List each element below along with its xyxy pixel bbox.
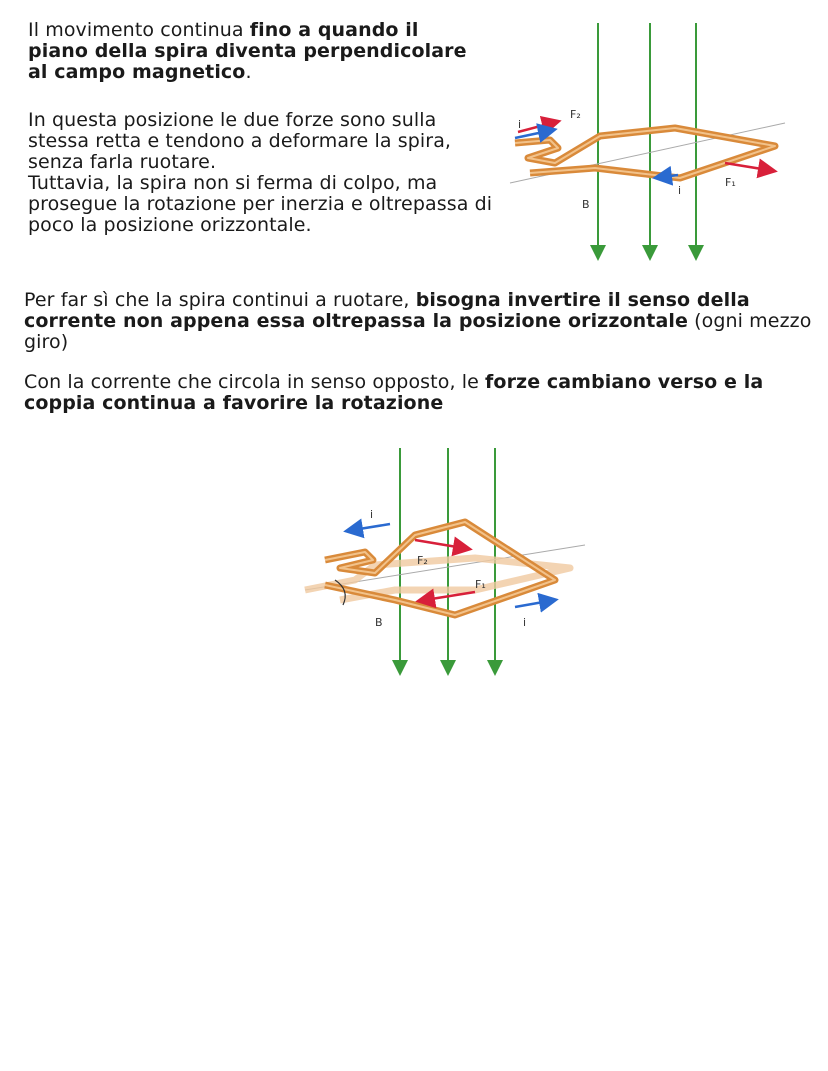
figure-coil-inverted-current <box>295 440 590 680</box>
current-label-bottom: i <box>523 616 527 629</box>
force-f1-label: F₁ <box>725 176 736 189</box>
current-label-top: i <box>370 508 374 521</box>
paragraph-invert-current: Per far sì che la spira continui a ruotare, bisogna invertire il senso della corrente non appena essa oltrepassa la posizione orizzontale (ogni mezzo giro) <box>24 289 812 353</box>
current-label-bottom: i <box>678 184 682 197</box>
paragraph-forces-change: Con la corrente che circola in senso opposto, le forze cambiano verso e la coppia continua a favorire la rotazione <box>24 371 764 414</box>
force-f2-label: F₂ <box>417 554 428 567</box>
paragraph-perpendicular-plane: Il movimento continua fino a quando il piano della spira diventa perpendicolare al campo magnetico. <box>28 19 467 83</box>
paragraph-inertia: In questa posizione le due forze sono sulla stessa retta e tendono a deformare la spira, senza farla ruotare. Tuttavia, la spira non si ferma di colpo, ma prosegue la rotazione per inerzia e oltrepassa di poco la posizione orizzontale. <box>28 109 493 236</box>
force-f1-label: F₁ <box>475 578 486 591</box>
force-f2-label: F₂ <box>570 108 581 121</box>
current-label-top: i <box>518 118 522 131</box>
field-b-label: B <box>375 616 383 629</box>
figure-coil-horizontal <box>500 18 790 263</box>
field-b-label: B <box>582 198 590 211</box>
